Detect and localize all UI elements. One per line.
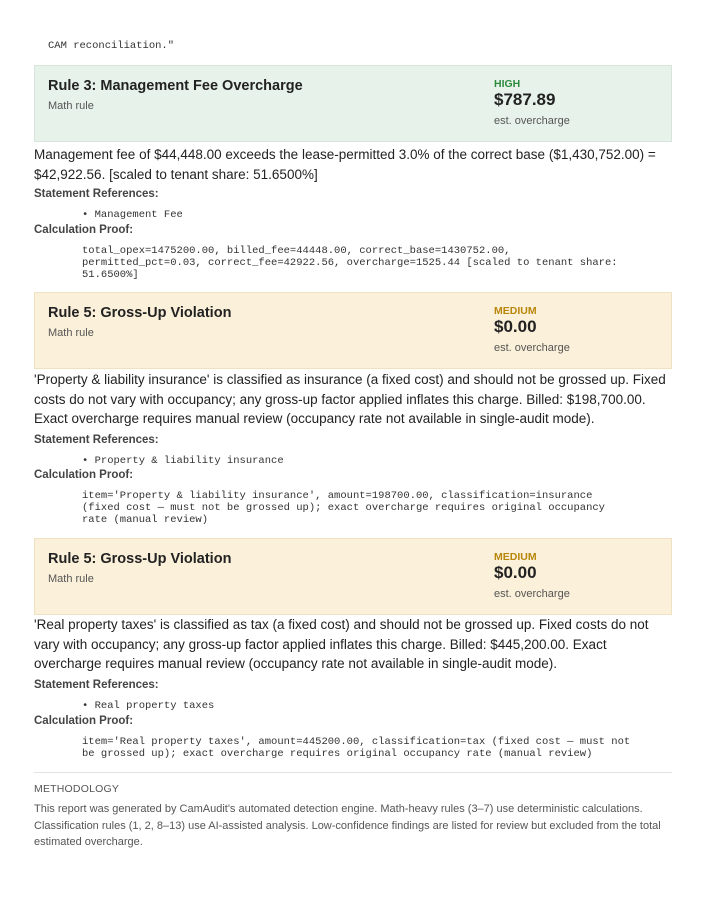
finding-rule-type: Math rule [48, 327, 94, 339]
section-divider [34, 772, 672, 773]
calculation-proof-label: Calculation Proof: [34, 469, 134, 481]
overcharge-amount: $787.89 [494, 90, 556, 109]
overcharge-caption: est. overcharge [494, 115, 570, 127]
calculation-proof-label: Calculation Proof: [34, 224, 134, 236]
statement-references-label: Statement References: [34, 434, 159, 446]
statement-reference-item: • Property & liability insurance [82, 455, 284, 467]
methodology-heading: METHODOLOGY [34, 783, 120, 795]
statement-references-label: Statement References: [34, 188, 159, 200]
finding-title: Rule 3: Management Fee Overcharge [48, 78, 303, 94]
statement-references-label: Statement References: [34, 679, 159, 691]
finding-rule-type: Math rule [48, 573, 94, 585]
calculation-proof-label: Calculation Proof: [34, 715, 134, 727]
finding-rule-type: Math rule [48, 100, 94, 112]
severity-badge: MEDIUM [494, 551, 537, 563]
statement-reference-item: • Real property taxes [82, 700, 215, 712]
overcharge-amount: $0.00 [494, 317, 537, 336]
overcharge-amount: $0.00 [494, 563, 537, 582]
carryover-text: CAM reconciliation." [48, 40, 175, 52]
finding-title: Rule 5: Gross-Up Violation [48, 305, 232, 321]
finding-description: Management fee of $44,448.00 exceeds the lease-permitted 3.0% of the correct base ($1,430,752.00) = $42,922.56. [scaled to tenant share: 51.6500%] [34, 147, 656, 182]
finding-card-rule-5-insurance [34, 292, 672, 369]
finding-description: 'Real property taxes' is classified as tax (a fixed cost) and should not be grossed up. Fixed costs do not vary with occupancy; any gross-up factor applied inflates this charge. Billed: $445,200.00. Exact overcharge requires manual review (occupancy rate not available in single-audit mode). [34, 617, 649, 671]
severity-badge: MEDIUM [494, 305, 537, 317]
calculation-proof: item='Real property taxes', amount=445200.00, classification=tax (fixed cost — must not be grossed up); exact overcharge requires original occupancy rate (manual review) [82, 736, 631, 760]
statement-reference-item: • Management Fee [82, 209, 183, 221]
finding-title: Rule 5: Gross-Up Violation [48, 551, 232, 567]
methodology-text: This report was generated by CamAudit's automated detection engine. Math-heavy rules (3–7) use deterministic calculations. Classification rules (1, 2, 8–13) use AI-assisted analysis. Low-confidence findings are listed for review but excluded from the total estimated overcharge. [34, 803, 661, 848]
finding-description: 'Property & liability insurance' is classified as insurance (a fixed cost) and should not be grossed up. Fixed costs do not vary with occupancy; any gross-up factor applied inflates this charge. Billed: $198,700.00. Exact overcharge requires manual review (occupancy rate not available in single-audit mode). [34, 372, 666, 426]
calculation-proof: total_opex=1475200.00, billed_fee=44448.00, correct_base=1430752.00, permitted_pct=0.03, correct_fee=42922.56, overcharge=1525.44 [scaled to tenant share: 51.6500%] [82, 245, 618, 281]
severity-badge: HIGH [494, 78, 521, 90]
finding-card-rule-3 [34, 65, 672, 142]
calculation-proof: item='Property & liability insurance', amount=198700.00, classification=insurance (fixed cost — must not be grossed up); exact overcharge requires original occupancy rate (manual review) [82, 490, 605, 526]
finding-card-rule-5-taxes [34, 538, 672, 615]
overcharge-caption: est. overcharge [494, 588, 570, 600]
overcharge-caption: est. overcharge [494, 342, 570, 354]
